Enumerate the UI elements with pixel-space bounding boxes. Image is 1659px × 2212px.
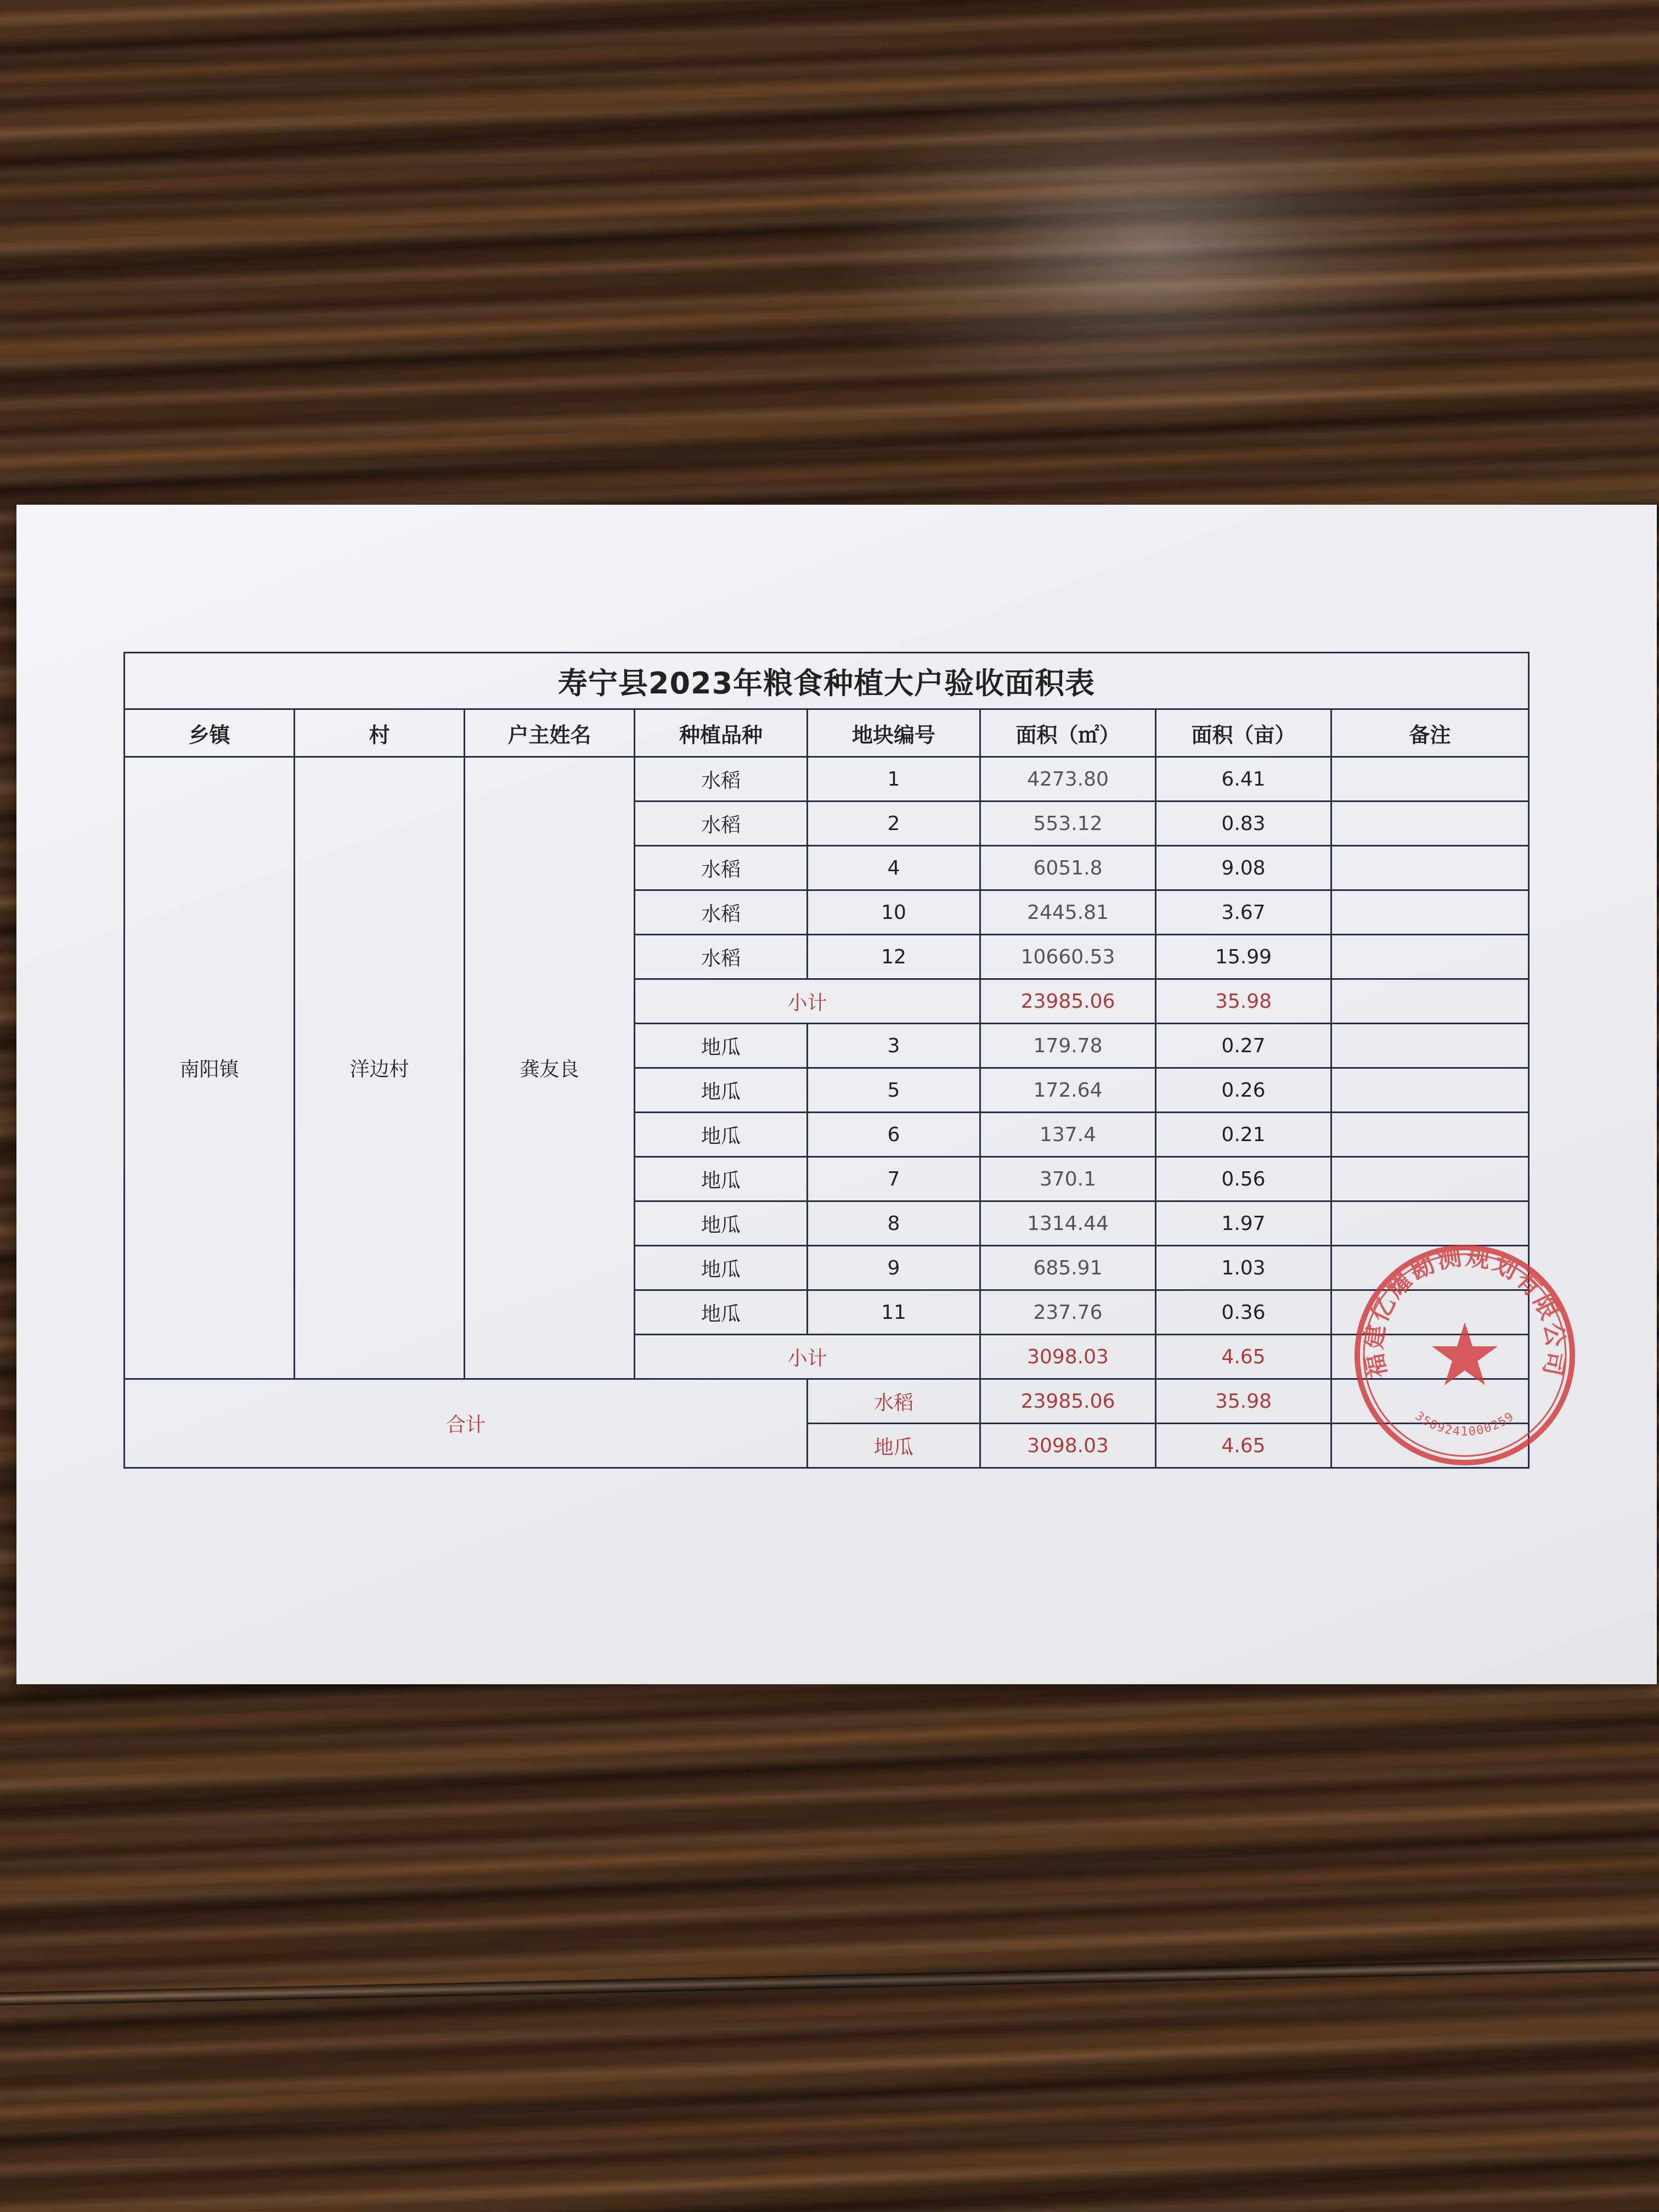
crop-cell: 水稻: [635, 802, 808, 846]
subtotal-label: 小计: [635, 979, 980, 1024]
crop-cell: 水稻: [635, 935, 808, 979]
crop-cell: 水稻: [635, 757, 808, 802]
total-row: [125, 1379, 1529, 1424]
area-m2-cell: 179.78: [980, 1024, 1156, 1068]
plot-number-cell: 10: [808, 890, 980, 935]
area-m2-cell: 1314.44: [980, 1201, 1156, 1246]
crop-cell: 地瓜: [635, 1068, 808, 1113]
area-mu-cell: 0.83: [1156, 802, 1331, 846]
plot-number-cell: 12: [808, 935, 980, 979]
area-mu-cell: 1.97: [1156, 1201, 1331, 1246]
area-m2-cell: 237.76: [980, 1290, 1156, 1335]
village-cell: 洋边村: [295, 757, 465, 1379]
area-mu-cell: 0.26: [1156, 1068, 1331, 1113]
total-crop: 地瓜: [808, 1424, 980, 1468]
table-row: [125, 757, 1529, 802]
column-header: 面积（㎡）: [980, 709, 1156, 757]
town-cell: 南阳镇: [125, 757, 295, 1379]
column-header: 备注: [1331, 709, 1529, 757]
crop-cell: 地瓜: [635, 1113, 808, 1157]
area-m2-cell: 370.1: [980, 1157, 1156, 1201]
table-glare: [823, 55, 1481, 439]
company-seal: [1350, 1240, 1580, 1470]
table-title: 寿宁县2023年粮食种植大户验收面积表: [125, 653, 1529, 709]
remarks-cell: [1331, 1201, 1529, 1246]
subtotal-label: 小计: [635, 1335, 980, 1379]
subtotal-area-m2: 3098.03: [980, 1335, 1156, 1379]
area-mu-cell: 0.56: [1156, 1157, 1331, 1201]
remarks-cell: [1331, 935, 1529, 979]
area-m2-cell: 6051.8: [980, 846, 1156, 890]
column-header: 村: [295, 709, 465, 757]
paper-sheet: [16, 505, 1657, 1684]
remarks-cell: [1331, 1024, 1529, 1068]
plot-number-cell: 2: [808, 802, 980, 846]
subtotal-area-m2: 23985.06: [980, 979, 1156, 1024]
plot-number-cell: 9: [808, 1246, 980, 1290]
acceptance-area-table: [123, 652, 1530, 1469]
area-m2-cell: 4273.80: [980, 757, 1156, 802]
seal-star-icon: [1432, 1322, 1498, 1385]
plot-number-cell: 11: [808, 1290, 980, 1335]
area-m2-cell: 172.64: [980, 1068, 1156, 1113]
area-m2-cell: 10660.53: [980, 935, 1156, 979]
total-area-m2: 3098.03: [980, 1424, 1156, 1468]
column-header: 户主姓名: [465, 709, 635, 757]
crop-cell: 地瓜: [635, 1290, 808, 1335]
seal-code: 3509241000259: [1412, 1409, 1517, 1439]
owner-name-cell: 龚友良: [465, 757, 635, 1379]
crop-cell: 地瓜: [635, 1246, 808, 1290]
remarks-cell: [1331, 802, 1529, 846]
table-seam: [0, 1957, 1659, 2005]
column-header: 种植品种: [635, 709, 808, 757]
plot-number-cell: 4: [808, 846, 980, 890]
total-area-m2: 23985.06: [980, 1379, 1156, 1424]
plot-number-cell: 1: [808, 757, 980, 802]
remarks-cell: [1331, 757, 1529, 802]
area-mu-cell: 15.99: [1156, 935, 1331, 979]
crop-cell: 地瓜: [635, 1024, 808, 1068]
area-m2-cell: 137.4: [980, 1113, 1156, 1157]
column-header: 地块编号: [808, 709, 980, 757]
total-label: 合计: [125, 1379, 808, 1468]
plot-number-cell: 3: [808, 1024, 980, 1068]
column-header: 乡镇: [125, 709, 295, 757]
plot-number-cell: 6: [808, 1113, 980, 1157]
area-m2-cell: 685.91: [980, 1246, 1156, 1290]
area-mu-cell: 0.27: [1156, 1024, 1331, 1068]
total-area-mu: 35.98: [1156, 1379, 1331, 1424]
plot-number-cell: 7: [808, 1157, 980, 1201]
crop-cell: 水稻: [635, 846, 808, 890]
remarks-cell: [1331, 1068, 1529, 1113]
total-area-mu: 4.65: [1156, 1424, 1331, 1468]
area-mu-cell: 0.21: [1156, 1113, 1331, 1157]
area-mu-cell: 9.08: [1156, 846, 1331, 890]
crop-cell: 水稻: [635, 890, 808, 935]
area-table-wrapper: [123, 652, 1528, 1469]
remarks-cell: [1331, 890, 1529, 935]
area-m2-cell: 553.12: [980, 802, 1156, 846]
remarks-cell: [1331, 1157, 1529, 1201]
header-row: [125, 709, 1529, 757]
area-mu-cell: 3.67: [1156, 890, 1331, 935]
subtotal-area-mu: 35.98: [1156, 979, 1331, 1024]
remarks-cell: [1331, 846, 1529, 890]
crop-cell: 地瓜: [635, 1201, 808, 1246]
plot-number-cell: 8: [808, 1201, 980, 1246]
area-mu-cell: 6.41: [1156, 757, 1331, 802]
area-mu-cell: 1.03: [1156, 1246, 1331, 1290]
svg-text:3509241000259: [1413, 1409, 1517, 1439]
area-m2-cell: 2445.81: [980, 890, 1156, 935]
area-mu-cell: 0.36: [1156, 1290, 1331, 1335]
total-crop: 水稻: [808, 1379, 980, 1424]
crop-cell: 地瓜: [635, 1157, 808, 1201]
remarks-cell: [1331, 979, 1529, 1024]
plot-number-cell: 5: [808, 1068, 980, 1113]
subtotal-area-mu: 4.65: [1156, 1335, 1331, 1379]
column-header: 面积（亩）: [1156, 709, 1331, 757]
seal-ring-text: 福建亿耀勘测规划有限公司: [1359, 1242, 1570, 1380]
remarks-cell: [1331, 1113, 1529, 1157]
